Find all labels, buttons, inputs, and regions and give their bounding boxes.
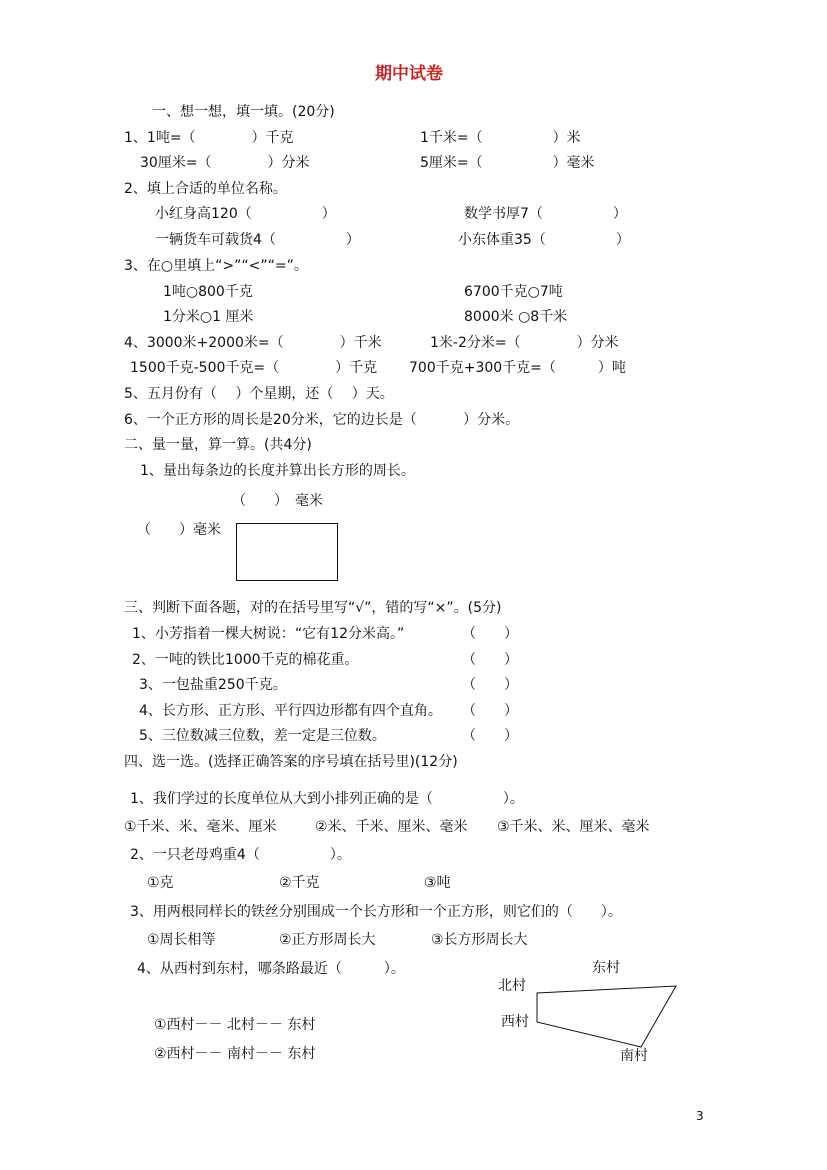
s2-left-length-label: （ ）毫米	[137, 522, 221, 538]
s1-q4-b: 1米-2分米=（ ）分米	[430, 335, 619, 351]
s4-q3-option-1: ①周长相等	[147, 932, 216, 948]
s1-q1-b: 1千米=（ ）米	[420, 130, 581, 146]
s3-item-1: 1、小芳指着一棵大树说：“它有12分米高。”	[132, 626, 405, 642]
section4-heading: 四、选一选。(选择正确答案的序号填在括号里)(12分)	[124, 754, 458, 770]
s1-q2-d: 小东体重35（ ）	[458, 232, 630, 248]
s1-q1-c: 30厘米=（ ）分米	[140, 155, 310, 171]
s4-q1-stem: 1、我们学过的长度单位从大到小排列正确的是（ ）。	[130, 791, 524, 807]
s1-q2-stem: 2、填上合适的单位名称。	[124, 181, 287, 197]
s3-item-4: 4、长方形、正方形、平行四边形都有四个直角。	[139, 703, 442, 719]
village-route-quadrilateral	[537, 986, 676, 1047]
s1-q4-d: 700千克+300千克=（ ）吨	[409, 360, 626, 376]
s4-q2-option-2: ②千克	[279, 875, 320, 891]
s1-q3-a: 1吨○800千克	[163, 284, 253, 300]
label-east-village: 东村	[592, 960, 620, 976]
section1-heading: 一、想一想，填一填。(20分)	[152, 104, 335, 120]
s3-item-5: 5、三位数减三位数，差一定是三位数。	[139, 728, 386, 744]
s2-q1: 1、量出每条边的长度并算出长方形的周长。	[140, 463, 415, 479]
s1-q2-a: 小红身高120（ ）	[155, 206, 336, 222]
s3-item-2-bracket: （ ）	[462, 652, 518, 668]
s4-q3-stem: 3、用两根同样长的铁丝分别围成一个长方形和一个正方形，则它们的（ ）。	[130, 904, 622, 920]
s4-q4-stem: 4、从西村到东村，哪条路最近（ ）。	[137, 961, 405, 977]
s4-q1-option-2: ②米、千米、厘米、毫米	[315, 819, 468, 835]
s4-q4-option-2: ②西村－－ 南村－－ 东村	[154, 1046, 316, 1062]
section2-heading: 二、量一量，算一算。(共4分)	[124, 437, 312, 453]
s1-q3-stem: 3、在○里填上“>”“<”“=”。	[124, 258, 308, 274]
s1-q6: 6、一个正方形的周长是20分米，它的边长是（ ）分米。	[124, 412, 520, 428]
s1-q2-b: 数学书厚7（ ）	[464, 206, 627, 222]
s1-q3-b: 6700千克○7吨	[464, 284, 563, 300]
s4-q1-option-3: ③千米、米、厘米、毫米	[497, 819, 650, 835]
s1-q3-c: 1分米○1 厘米	[163, 309, 254, 325]
s1-q1-a: 1、1吨=（ ）千克	[124, 130, 294, 146]
label-west-village: 西村	[501, 1014, 529, 1030]
s1-q4-a: 4、3000米+2000米=（ ）千米	[124, 335, 382, 351]
s4-q2-option-3: ③吨	[424, 875, 451, 891]
s1-q1-d: 5厘米=（ ）毫米	[420, 155, 595, 171]
s1-q4-c: 1500千克-500千克=（ ）千克	[130, 360, 378, 376]
s4-q3-option-3: ③长方形周长大	[431, 932, 528, 948]
label-south-village: 南村	[620, 1048, 648, 1064]
s3-item-3: 3、一包盐重250千克。	[139, 677, 287, 693]
s4-q3-option-2: ②正方形周长大	[279, 932, 376, 948]
page-title: 期中试卷	[375, 64, 443, 84]
page-number: 3	[696, 1109, 704, 1123]
s1-q5: 5、五月份有（ ）个星期，还（ ）天。	[124, 386, 394, 402]
s3-item-3-bracket: （ ）	[462, 677, 518, 693]
s3-item-4-bracket: （ ）	[462, 703, 518, 719]
label-north-village: 北村	[498, 978, 526, 994]
s3-item-2: 2、一吨的铁比1000千克的棉花重。	[132, 652, 359, 668]
s1-q3-d: 8000米 ○8千米	[464, 309, 568, 325]
section3-heading: 三、判断下面各题，对的在括号里写“√”，错的写“×”。(5分)	[124, 600, 502, 616]
s1-q2-c: 一辆货车可载货4（ ）	[155, 232, 360, 248]
s4-q1-option-1: ①千米、米、毫米、厘米	[124, 819, 277, 835]
s4-q4-option-1: ①西村－－ 北村－－ 东村	[154, 1017, 316, 1033]
s2-top-length-label: （ ） 毫米	[232, 493, 323, 509]
s4-q2-stem: 2、一只老母鸡重4（ ）。	[130, 847, 351, 863]
s3-item-5-bracket: （ ）	[462, 728, 518, 744]
s4-q2-option-1: ①克	[147, 875, 174, 891]
s3-item-1-bracket: （ ）	[462, 626, 518, 642]
